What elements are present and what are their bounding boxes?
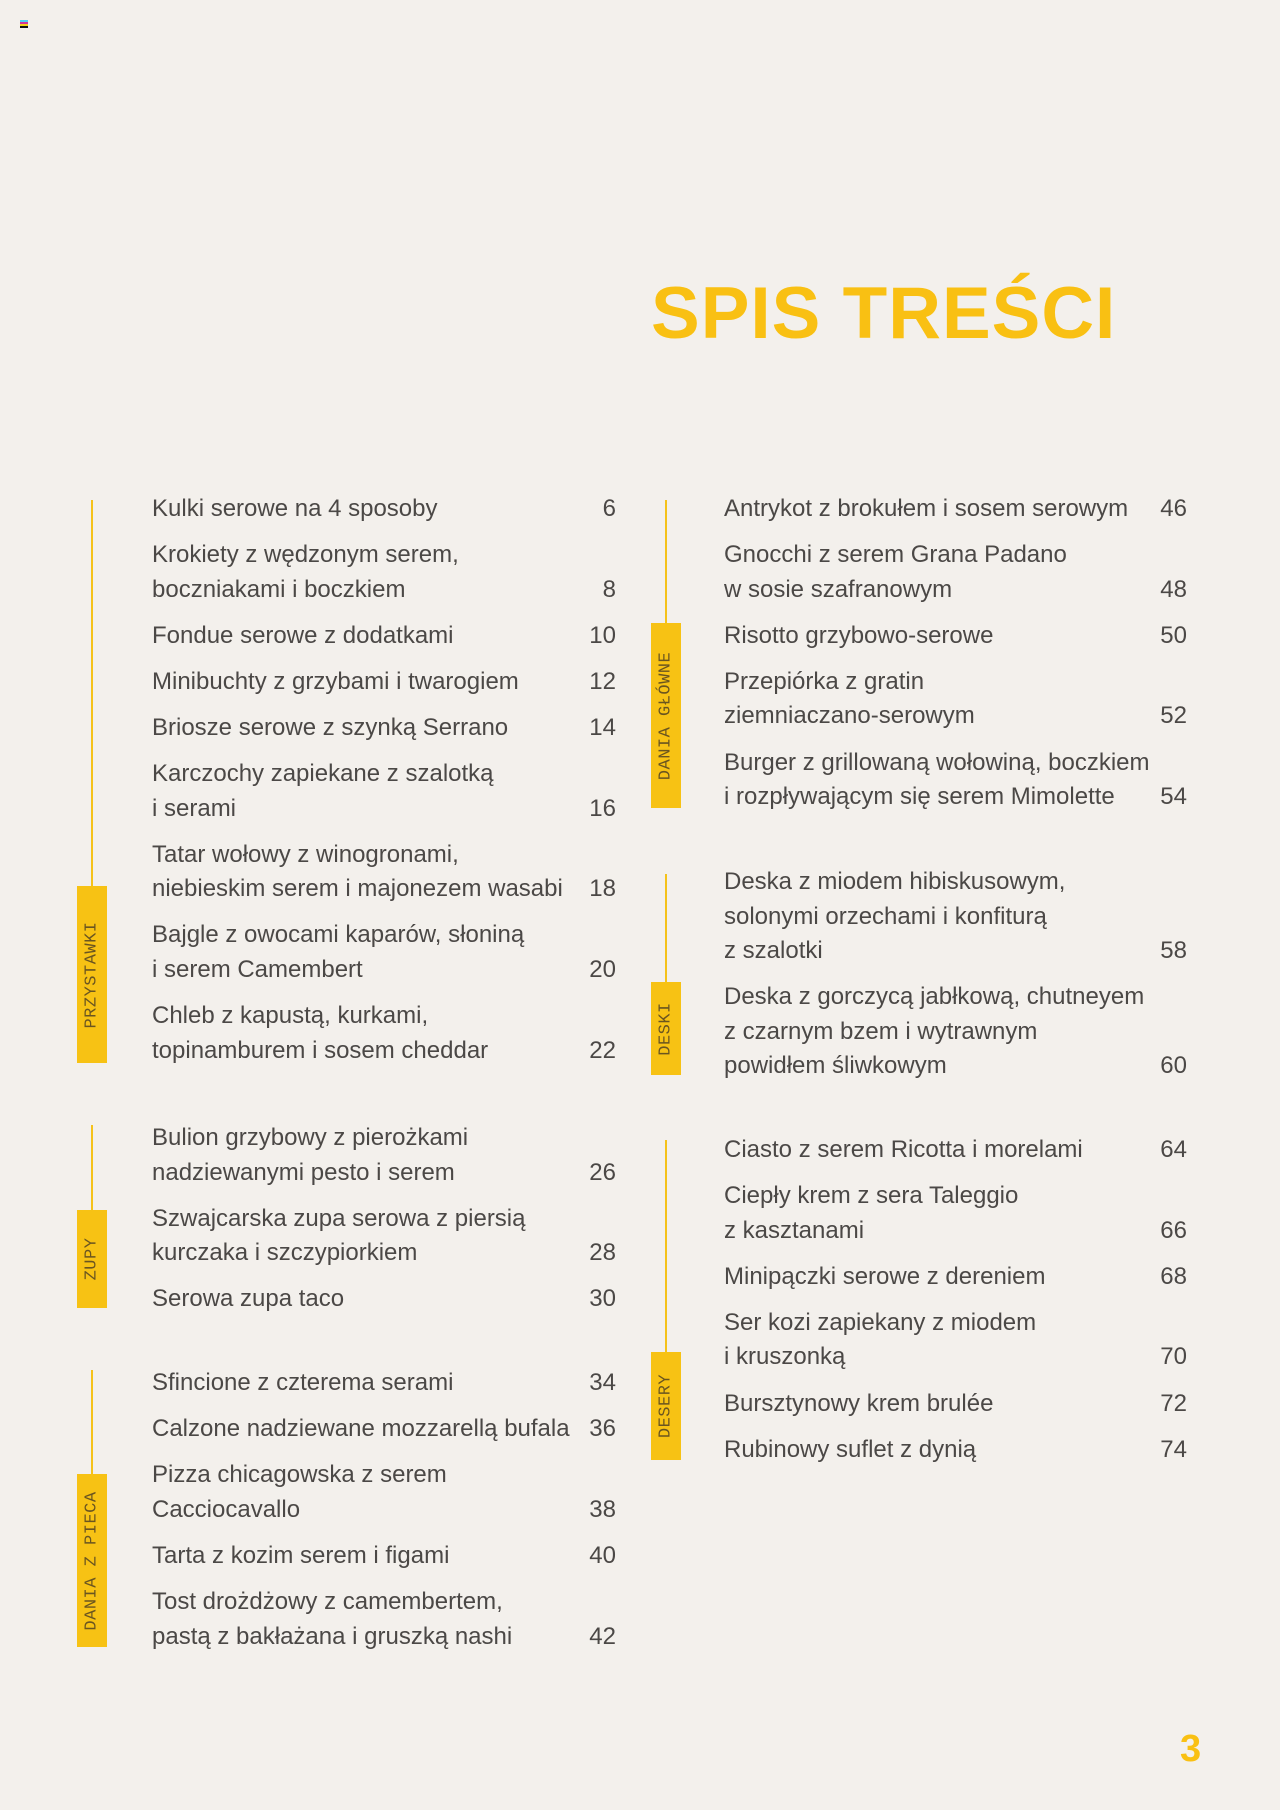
entry-page-number: 72 xyxy=(1160,1389,1187,1417)
toc-entry[interactable] xyxy=(152,1121,616,1190)
entry-page-number: 68 xyxy=(1160,1262,1187,1290)
section-deski xyxy=(724,865,1187,1096)
entry-title: kurczaka i szczypiorkiem xyxy=(152,1239,418,1267)
toc-entry[interactable] xyxy=(152,619,616,654)
toc-entry[interactable] xyxy=(152,665,616,700)
entry-page-number: 50 xyxy=(1160,621,1187,649)
entry-page-number: 42 xyxy=(589,1622,616,1650)
entry-page-number: 26 xyxy=(589,1158,616,1186)
entry-page-number: 22 xyxy=(589,1036,616,1064)
section-tag-deski xyxy=(651,982,681,1075)
entry-page-number: 20 xyxy=(589,956,616,984)
entry-title: Bulion grzybowy z pierożkami xyxy=(152,1124,469,1151)
entry-title: Pizza chicagowska z serem xyxy=(152,1461,447,1489)
section-divider-line xyxy=(91,500,93,886)
entry-title: Gnocchi z serem Grana Padano xyxy=(724,541,1067,569)
entry-title: Kulki serowe na 4 sposoby xyxy=(152,495,438,522)
entry-page-number: 74 xyxy=(1160,1435,1187,1463)
section-label: DANIA Z PIECA xyxy=(82,1490,102,1631)
section-dania-główne xyxy=(724,492,1187,826)
entry-title: nadziewanymi pesto i serem xyxy=(152,1158,455,1186)
toc-entry[interactable] xyxy=(152,1539,616,1574)
section-zupy xyxy=(152,1121,616,1328)
entry-page-number: 58 xyxy=(1160,937,1187,965)
section-tag-zupy xyxy=(77,1210,107,1308)
entry-title: Ciasto z serem Ricotta i morelami xyxy=(724,1136,1083,1163)
entry-title: i kruszonką xyxy=(724,1343,846,1371)
entry-title: z szalotki xyxy=(724,937,823,965)
entry-title: ziemniaczano-serowym xyxy=(724,702,975,730)
entry-title: boczniakami i boczkiem xyxy=(152,575,406,603)
entry-title: Risotto grzybowo-serowe xyxy=(724,621,994,649)
entry-title: Tarta z kozim serem i figami xyxy=(152,1541,450,1569)
entry-title: Tatar wołowy z winogronami, xyxy=(152,840,459,868)
entry-page-number: 52 xyxy=(1160,702,1187,730)
entry-title: Tost drożdżowy z camembertem, xyxy=(152,1587,503,1615)
entry-page-number: 38 xyxy=(589,1495,616,1523)
toc-entry[interactable] xyxy=(724,1260,1187,1295)
entry-title: i rozpływającym się serem Mimolette xyxy=(724,783,1115,811)
entry-title: Ciepły krem z sera Taleggio xyxy=(724,1182,1019,1210)
entry-title: Antrykot z brokułem i sosem serowym xyxy=(724,495,1129,522)
entry-title: Bajgle z owocami kaparów, słoniną xyxy=(152,921,525,949)
entry-title: powidłem śliwkowym xyxy=(724,1052,947,1080)
entry-title: Fondue serowe z dodatkami xyxy=(152,621,454,649)
entry-title: pastą z bakłażana i gruszką nashi xyxy=(152,1622,513,1650)
section-dania-z-pieca xyxy=(152,1366,616,1666)
toc-entry[interactable] xyxy=(152,1412,616,1447)
entry-title: Serowa zupa taco xyxy=(152,1285,345,1313)
page-title: SPIS TREŚCI xyxy=(651,273,1117,354)
section-label: DESERY xyxy=(656,1373,676,1439)
section-desery xyxy=(724,1133,1187,1479)
entry-title: Karczochy zapiekane z szalotką xyxy=(152,760,494,788)
toc-entry[interactable] xyxy=(724,492,1187,527)
entry-title: i serami xyxy=(152,794,237,822)
toc-entry[interactable] xyxy=(724,619,1187,654)
toc-entry[interactable] xyxy=(152,918,616,987)
entry-page-number: 30 xyxy=(589,1285,616,1313)
toc-entry[interactable] xyxy=(152,711,616,746)
entry-page-number: 40 xyxy=(589,1541,616,1569)
entry-title: solonymi orzechami i konfiturą xyxy=(724,902,1047,930)
entry-title: Minibuchty z grzybami i twarogiem xyxy=(152,667,519,695)
toc-entry[interactable] xyxy=(724,865,1187,969)
entry-page-number: 64 xyxy=(1160,1136,1187,1163)
toc-entry[interactable] xyxy=(152,1202,616,1271)
entry-page-number: 10 xyxy=(589,621,616,649)
section-label: DANIA GŁÓWNE xyxy=(656,651,676,780)
toc-entry[interactable] xyxy=(152,1458,616,1527)
entry-page-number: 34 xyxy=(589,1369,616,1396)
entry-title: Calzone nadziewane mozzarellą bufala xyxy=(152,1415,570,1443)
toc-entry[interactable] xyxy=(724,1433,1187,1468)
toc-entry[interactable] xyxy=(152,1366,616,1401)
entry-title: Burger z grillowaną wołowiną, boczkiem xyxy=(724,748,1150,776)
entry-page-number: 12 xyxy=(589,667,616,695)
toc-entry[interactable] xyxy=(724,746,1187,815)
section-tag-dania-z-pieca xyxy=(77,1474,107,1647)
toc-entry[interactable] xyxy=(152,838,616,907)
entry-page-number: 14 xyxy=(589,713,616,741)
entry-title: niebieskim serem i majonezem wasabi xyxy=(152,875,563,903)
entry-page-number: 48 xyxy=(1160,575,1187,603)
entry-page-number: 28 xyxy=(589,1239,616,1267)
toc-entry[interactable] xyxy=(724,538,1187,607)
entry-title: Deska z gorczycą jabłkową, chutneyem xyxy=(724,983,1145,1011)
entry-title: Rubinowy suflet z dynią xyxy=(724,1435,977,1463)
entry-page-number: 66 xyxy=(1160,1216,1187,1244)
toc-entry[interactable] xyxy=(724,1179,1187,1248)
page-number: 3 xyxy=(1180,1728,1202,1770)
section-divider-line xyxy=(91,1370,93,1474)
entry-page-number: 60 xyxy=(1160,1052,1187,1080)
entry-title: topinamburem i sosem cheddar xyxy=(152,1036,489,1064)
toc-entry[interactable] xyxy=(152,1585,616,1654)
section-tag-dania-główne xyxy=(651,623,681,808)
section-label: DESKI xyxy=(656,1001,676,1056)
section-label: PRZYSTAWKI xyxy=(82,920,102,1029)
entry-page-number: 36 xyxy=(589,1415,616,1443)
entry-title: Przepiórka z gratin xyxy=(724,667,925,695)
section-divider-line xyxy=(665,500,667,623)
entry-title: Deska z miodem hibiskusowym, xyxy=(724,868,1066,895)
section-divider-line xyxy=(665,874,667,982)
section-divider-line xyxy=(91,1125,93,1210)
toc-entry[interactable] xyxy=(152,1282,616,1317)
toc-entry[interactable] xyxy=(152,757,616,826)
section-divider-line xyxy=(665,1140,667,1352)
entry-title: Minipączki serowe z dereniem xyxy=(724,1262,1046,1290)
entry-title: Chleb z kapustą, kurkami, xyxy=(152,1002,429,1030)
toc-entry[interactable] xyxy=(724,1387,1187,1422)
entry-title: w sosie szafranowym xyxy=(724,575,953,603)
toc-entry[interactable] xyxy=(724,980,1187,1084)
entry-title: Sfincione z czterema serami xyxy=(152,1369,454,1396)
entry-title: Ser kozi zapiekany z miodem xyxy=(724,1308,1037,1336)
entry-title: Cacciocavallo xyxy=(152,1495,301,1523)
entry-title: Krokiety z wędzonym serem, xyxy=(152,541,459,569)
entry-page-number: 16 xyxy=(589,794,616,822)
toc-entry[interactable] xyxy=(152,999,616,1068)
toc-entry[interactable] xyxy=(152,538,616,607)
entry-page-number: 8 xyxy=(602,575,616,603)
entry-page-number: 46 xyxy=(1160,495,1187,522)
entry-title: z kasztanami xyxy=(724,1216,865,1244)
toc-entry[interactable] xyxy=(152,492,616,527)
entry-title: Szwajcarska zupa serowa z piersią xyxy=(152,1204,526,1232)
print-color-marks-icon xyxy=(20,20,28,28)
section-przystawki xyxy=(152,492,616,1080)
entry-page-number: 18 xyxy=(589,875,616,903)
entry-page-number: 6 xyxy=(602,495,616,522)
section-tag-desery xyxy=(651,1352,681,1460)
entry-page-number: 70 xyxy=(1160,1343,1187,1371)
toc-entry[interactable] xyxy=(724,1133,1187,1168)
entry-title: Bursztynowy krem brulée xyxy=(724,1389,994,1417)
entry-page-number: 54 xyxy=(1160,783,1187,811)
toc-entry[interactable] xyxy=(724,1306,1187,1375)
toc-entry[interactable] xyxy=(724,665,1187,734)
entry-title: z czarnym bzem i wytrawnym xyxy=(724,1017,1038,1045)
entry-title: i serem Camembert xyxy=(152,956,363,984)
section-tag-przystawki xyxy=(77,886,107,1063)
entry-title: Briosze serowe z szynką Serrano xyxy=(152,713,509,741)
section-label: ZUPY xyxy=(82,1237,102,1281)
